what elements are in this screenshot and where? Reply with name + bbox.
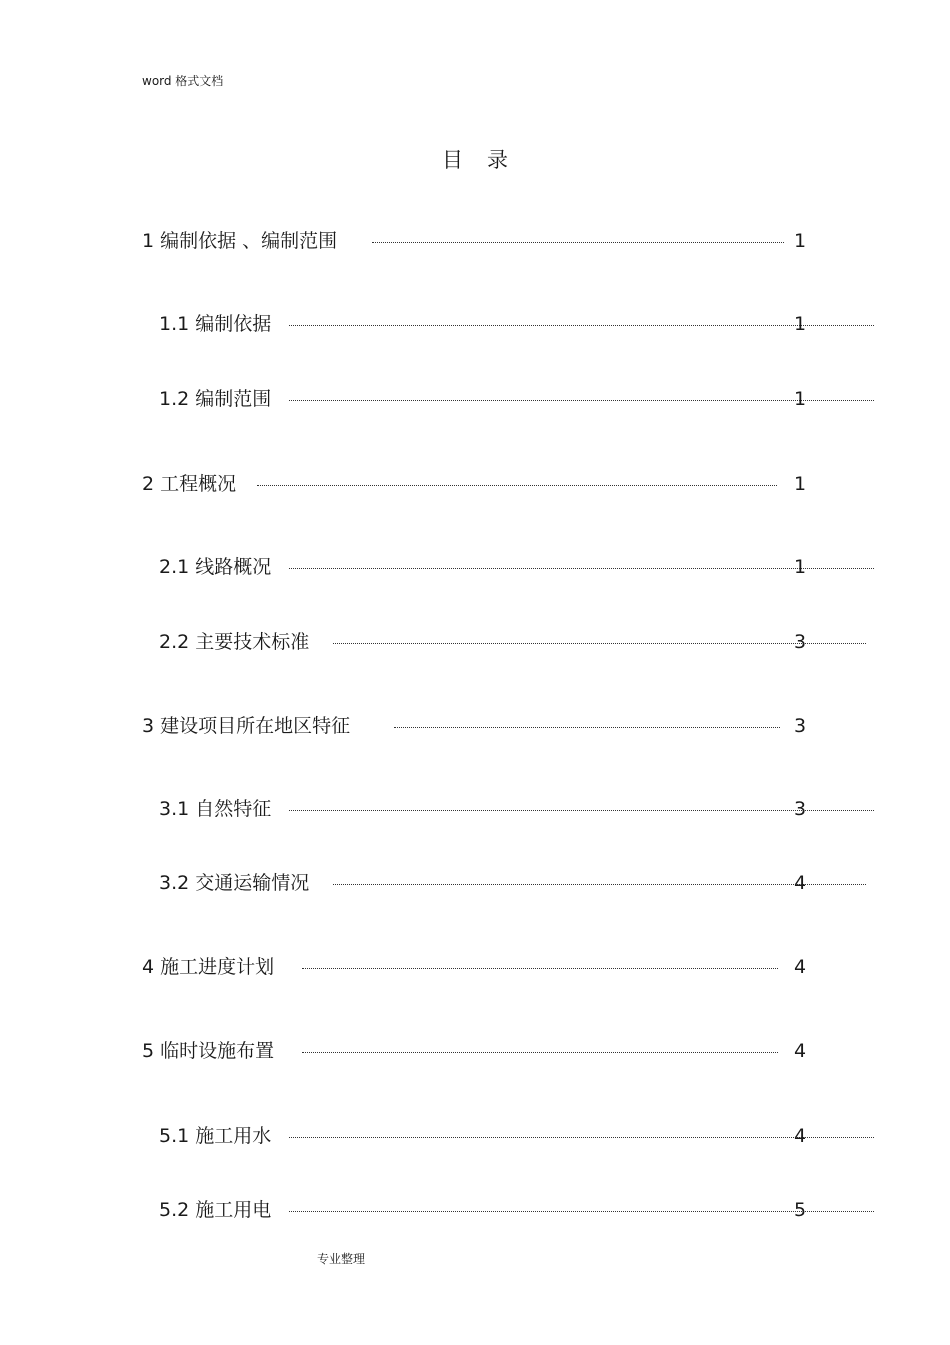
footer-note: 专业整理 (317, 1252, 366, 1266)
toc-entry-3[interactable] (142, 714, 822, 738)
toc-entry-label: 3 建设项目所在地区特征 (142, 715, 351, 737)
toc-entry-label: 5 临时设施布置 (142, 1040, 275, 1062)
toc-entry-page: 4 (794, 872, 807, 894)
toc-dot-leader (289, 1137, 874, 1138)
toc-dot-leader (289, 1211, 874, 1212)
toc-entry-2-1[interactable] (159, 555, 875, 579)
toc-entry-5-2[interactable] (159, 1198, 875, 1222)
toc-entry-page: 1 (794, 388, 807, 410)
toc-entry-page: 3 (794, 715, 807, 737)
toc-entry-3-1[interactable] (159, 797, 875, 821)
toc-entry-label: 2 工程概况 (142, 473, 237, 495)
toc-entry-2-2[interactable] (159, 630, 869, 654)
toc-entry-label: 3.2 交通运输情况 (159, 872, 310, 894)
toc-entry-label: 2.1 线路概况 (159, 556, 272, 578)
toc-entry-label: 1.2 编制范围 (159, 388, 272, 410)
toc-entry-5[interactable] (142, 1039, 822, 1063)
toc-entry-label: 2.2 主要技术标准 (159, 631, 310, 653)
toc-entry-5-1[interactable] (159, 1124, 875, 1148)
toc-entry-page: 1 (794, 230, 807, 252)
toc-entry-label: 4 施工进度计划 (142, 956, 275, 978)
toc-dot-leader (333, 643, 866, 644)
toc-entry-label: 1 编制依据 、编制范围 (142, 230, 338, 252)
toc-entry-1[interactable] (142, 229, 822, 253)
toc-entry-page: 1 (794, 473, 807, 495)
toc-entry-page: 5 (794, 1199, 807, 1221)
toc-dot-leader (289, 325, 874, 326)
toc-entry-label: 5.1 施工用水 (159, 1125, 272, 1147)
toc-dot-leader (289, 810, 874, 811)
toc-dot-leader (302, 1052, 778, 1053)
header-note: word 格式文档 (142, 74, 224, 88)
toc-entry-page: 1 (794, 556, 807, 578)
toc-entry-4[interactable] (142, 955, 822, 979)
toc-dot-leader (289, 400, 874, 401)
toc-entry-3-2[interactable] (159, 871, 869, 895)
toc-entry-page: 4 (794, 956, 807, 978)
toc-dot-leader (333, 884, 866, 885)
toc-dot-leader (302, 968, 778, 969)
toc-entry-page: 4 (794, 1125, 807, 1147)
toc-title: 目录 (442, 148, 532, 172)
toc-dot-leader (372, 242, 784, 243)
toc-dot-leader (289, 568, 874, 569)
toc-entry-label: 3.1 自然特征 (159, 798, 272, 820)
toc-entry-1-2[interactable] (159, 387, 875, 411)
toc-dot-leader (257, 485, 777, 486)
toc-entry-2[interactable] (142, 472, 822, 496)
toc-entry-page: 1 (794, 313, 807, 335)
toc-entry-label: 5.2 施工用电 (159, 1199, 272, 1221)
toc-entry-1-1[interactable] (159, 312, 875, 336)
toc-entry-label: 1.1 编制依据 (159, 313, 272, 335)
toc-entry-page: 3 (794, 798, 807, 820)
toc-entry-page: 4 (794, 1040, 807, 1062)
toc-dot-leader (394, 727, 780, 728)
toc-entry-page: 3 (794, 631, 807, 653)
